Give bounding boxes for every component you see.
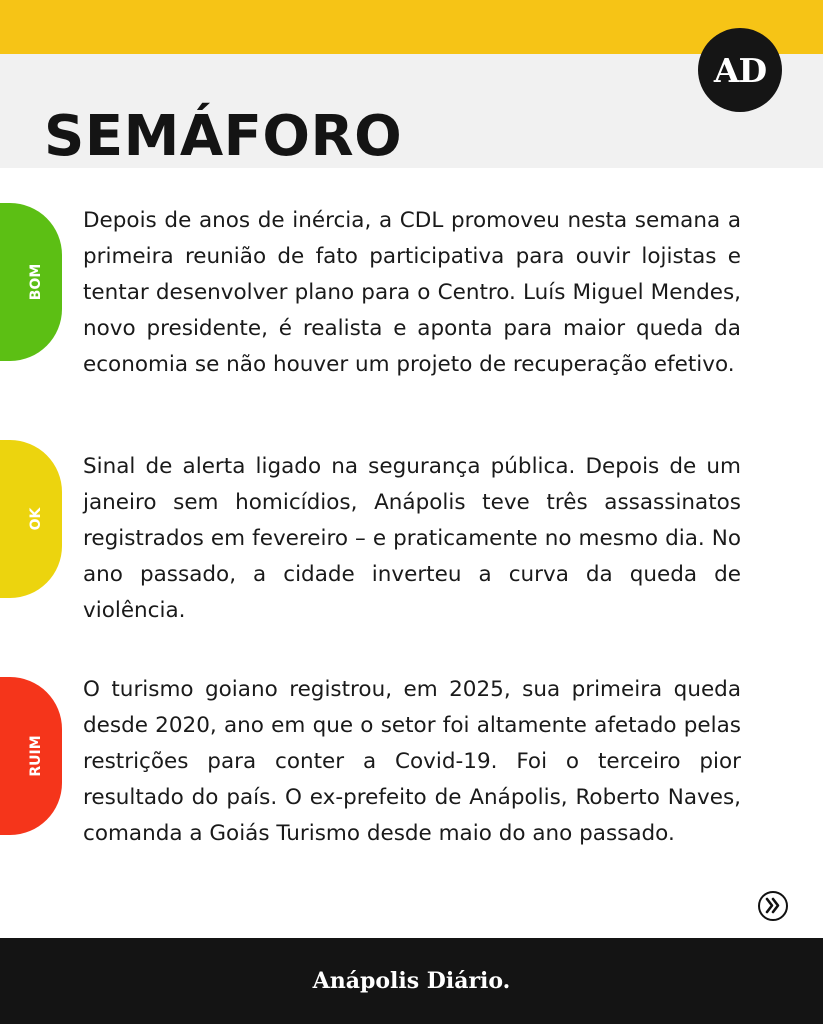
status-label-ruim: RUIM	[28, 735, 44, 777]
footer-brand: Anápolis Diário.	[312, 968, 511, 994]
next-button[interactable]	[758, 891, 788, 921]
item-text-ok: Sinal de alerta ligado na segurança pública. Depois de um janeiro sem homicídios, Anápolis teve três assassinatos registrados em fevereiro – e praticamente no mesmo dia. No ano passado, a cidade inverteu a curva da queda de violência.	[83, 454, 741, 623]
page-title: SEMÁFORO	[44, 104, 403, 169]
status-label-bom: BOM	[28, 263, 44, 301]
item-text-ruim: O turismo goiano registrou, em 2025, sua primeira queda desde 2020, ano em que o setor foi altamente afetado pelas restrições para conter a Covid-19. Foi o terceiro pior resultado do país. O ex-prefeito de Anápolis, Roberto Naves, comanda a Goiás Turismo desde maio do ano passado.	[83, 677, 741, 846]
ad-logo: AD	[698, 28, 782, 112]
double-chevron-right-icon	[762, 895, 783, 916]
status-tab-ruim	[0, 677, 62, 835]
status-tab-ok	[0, 440, 62, 598]
top-accent-bar	[0, 0, 823, 54]
status-label-ok: OK	[28, 507, 44, 531]
footer-bar	[0, 938, 823, 1024]
status-tab-bom	[0, 203, 62, 361]
item-text-bom: Depois de anos de inércia, a CDL promoveu nesta semana a primeira reunião de fato participativa para ouvir lojistas e tentar desenvolver plano para o Centro. Luís Miguel Mendes, novo presidente, é realista e aponta para maior queda da economia se não houver um projeto de recuperação efetivo.	[83, 208, 741, 377]
